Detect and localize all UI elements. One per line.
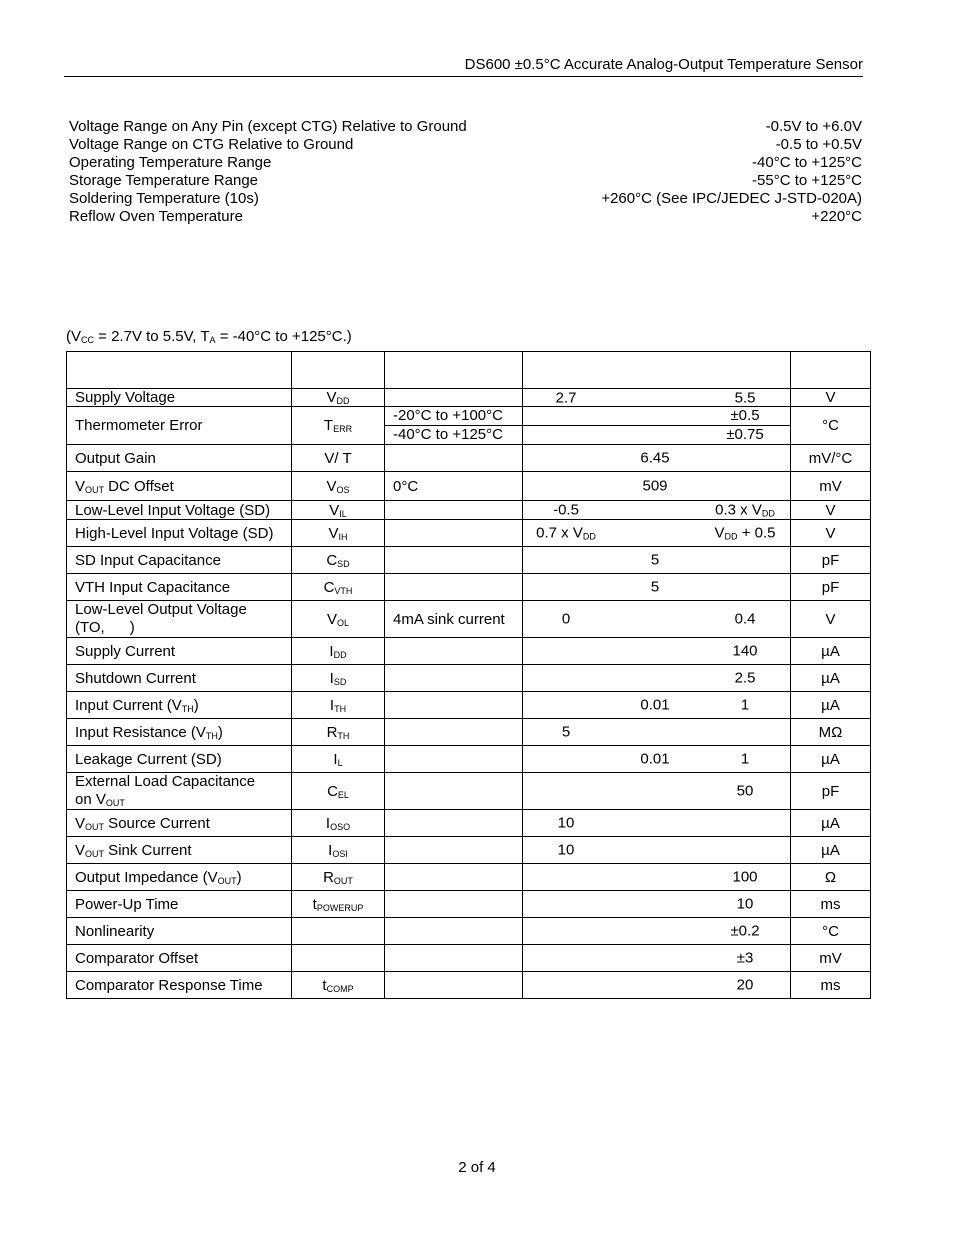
rating-row [69, 190, 862, 208]
table-row: SD Input Capacitance $C_{SD}$ 5 pF [67, 547, 871, 574]
table-row: External Load Capacitance on $V_{OUT}$ $C_{EL}$ 50 pF [67, 773, 871, 810]
rating-value: +260°C (See IPC/JEDEC J-STD-020A) [601, 190, 862, 207]
rating-value: +220°C [811, 208, 862, 225]
table-row: Power-Up Time $t_{POWERUP}$ 10 ms [67, 891, 871, 918]
table-row: Leakage Current (SD) $I_L$ 0.01 1 µA [67, 746, 871, 773]
table-row: Supply Current $I_{DD}$ 140 µA [67, 638, 871, 665]
table-header-row [67, 352, 871, 389]
test-conditions: ($V_{CC} = 2.7V$ to 5.5V, $T_A = -40^\circ C$ to +125°C.) [66, 328, 352, 345]
table-row: Comparator Offset ±3 mV [67, 945, 871, 972]
table-row: Nonlinearity ±0.2 °C [67, 918, 871, 945]
table-row: Output Gain V/ T 6.45 mV/°C [67, 445, 871, 472]
rating-value: -40°C to +125°C [752, 154, 862, 171]
table-row: Input Resistance $(V_{TH})$ $R_{TH}$ 5 MΩ [67, 719, 871, 746]
rating-label: Soldering Temperature (10s) [69, 190, 259, 207]
rating-row [69, 172, 862, 190]
rating-row [69, 118, 862, 136]
electrical-characteristics-table [66, 351, 871, 999]
table-row: Shutdown Current $I_{SD}$ 2.5 µA [67, 665, 871, 692]
rating-label: Storage Temperature Range [69, 172, 259, 189]
table-row: Comparator Response Time $t_{COMP}$ 20 ms [67, 972, 871, 999]
rating-label: Reflow Oven Temperature [69, 208, 243, 225]
rating-label: Voltage Range on Any Pin (except CTG) Relative to Ground [69, 118, 467, 135]
table-row: $V_{OUT}$ DC Offset $V_{OS}$ 0°C 509 mV [67, 472, 871, 501]
table-row: VTH Input Capacitance $C_{VTH}$ 5 pF [67, 574, 871, 601]
absolute-max-ratings [69, 118, 862, 226]
table-row: $V_{OUT}$ Source Current $I_{OSO}$ 10 µA [67, 810, 871, 837]
rating-row [69, 208, 862, 226]
table-row: Low-Level Input Voltage (SD) $V_{IL}$ -0.5 0.3 x $V_{DD}$ V [67, 501, 871, 520]
table-row: Supply Voltage $V_{DD}$ 2.7 5.5 V [67, 389, 871, 407]
rating-value: -0.5V to +6.0V [765, 118, 862, 135]
page-header [64, 54, 863, 77]
table-row: Thermometer Error $T_{ERR}$ -20°C to +100°C -40°C to +125°C ±0.5 ±0.75 °C [67, 407, 871, 445]
rating-row [69, 136, 862, 154]
header-title: DS600 ±0.5°C Accurate Analog-Output Temperature Sensor [464, 56, 863, 73]
table-row: Input Current $(V_{TH})$ $I_{TH}$ 0.01 1 µA [67, 692, 871, 719]
table-row: Output Impedance $(V_{OUT})$ $R_{OUT}$ 100 Ω [67, 864, 871, 891]
rating-label: Operating Temperature Range [69, 154, 272, 171]
rating-value: -55°C to +125°C [752, 172, 862, 189]
rating-value: -0.5 to +0.5V [775, 136, 862, 153]
table-row: $V_{OUT}$ Sink Current $I_{OSI}$ 10 µA [67, 837, 871, 864]
page-number: 2 of 4 [458, 1159, 496, 1176]
table-row: High-Level Input Voltage (SD) $V_{IH}$ 0.7 x $V_{DD}$ $V_{DD} + 0.5$ V [67, 520, 871, 547]
rating-label: Voltage Range on CTG Relative to Ground [69, 136, 354, 153]
table-row: Low-Level Output Voltage (TO, ) $V_{OL}$ 4mA sink current 0 0.4 V [67, 601, 871, 638]
rating-row [69, 154, 862, 172]
